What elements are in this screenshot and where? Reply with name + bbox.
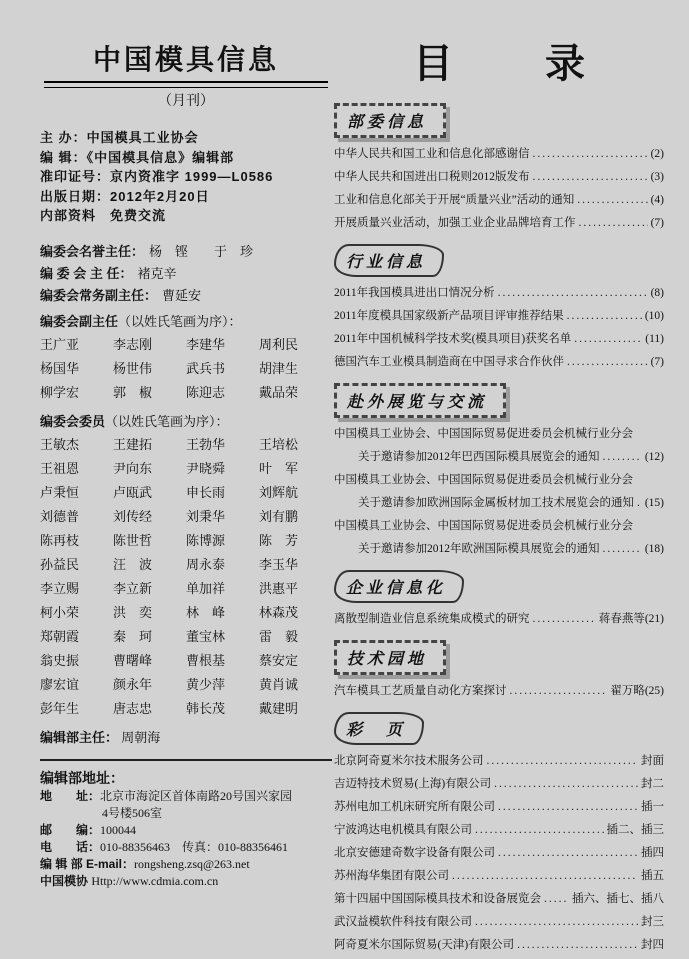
committee-member-name: 尹向东 <box>113 460 153 476</box>
masthead-info-line: 内部资料 免费交流 <box>40 208 167 223</box>
committee-member-name: 叶 军 <box>259 460 299 476</box>
toc-column <box>334 40 664 959</box>
committee-member-name: 韩长茂 <box>186 700 226 716</box>
toc-entry-title: 北京阿奇夏米尔技术服务公司 <box>334 755 484 767</box>
committee-member-name: 刘辉航 <box>259 484 299 500</box>
toc-entry <box>334 750 664 773</box>
dot-leader <box>498 842 638 865</box>
dot-leader <box>567 351 648 374</box>
toc-section <box>334 633 664 703</box>
committee-member-name: 秦 珂 <box>113 628 153 644</box>
toc-entry <box>334 189 664 212</box>
toc-entry-page: 插五 <box>641 870 664 882</box>
committee-member-name: 陈迎志 <box>186 384 226 400</box>
committee-member-name: 蔡安定 <box>259 652 299 668</box>
toc-entry-title: 宁波鸿达电机模具有限公司 <box>334 824 472 836</box>
toc-entry-page: 插四 <box>641 847 664 859</box>
contact-label: 电 话： <box>40 839 101 854</box>
dot-leader <box>603 446 642 469</box>
toc-entry <box>334 773 664 796</box>
toc-section-title: 赴外展览与交流 <box>347 394 488 411</box>
contact-line <box>40 822 332 839</box>
toc-entry-page: 封三 <box>641 916 664 928</box>
dot-leader <box>452 865 638 888</box>
toc-section <box>334 96 664 235</box>
committee-member-name: 王敏杰 <box>40 436 80 452</box>
toc-entry <box>334 796 664 819</box>
committee-member-name: 单加祥 <box>186 580 226 596</box>
committee-member-name: 武兵书 <box>186 360 226 376</box>
committee-member-name: 廖宏谊 <box>40 676 80 692</box>
committee-member-name: 林 峰 <box>186 604 226 620</box>
committee-member-name: 胡津生 <box>259 360 299 376</box>
contact-label: 中国模协 <box>40 873 92 888</box>
dot-leader <box>533 608 596 631</box>
toc-entry-title: 中国模具工业协会、中国国际贸易促进委员会机械行业分会 <box>334 428 633 440</box>
toc-entry-title: 工业和信息化部关于开展“质量兴业”活动的通知 <box>334 194 575 206</box>
committee-member-name: 卢秉恒 <box>40 484 80 500</box>
toc-section-title: 彩 页 <box>346 722 407 739</box>
toc-entry <box>334 328 664 351</box>
committee-row <box>40 263 332 285</box>
toc-entry <box>334 888 664 911</box>
toc-section-title: 行业信息 <box>346 254 427 271</box>
committee-member-name: 董宝林 <box>186 628 226 644</box>
toc-entry-page: (11) <box>645 333 664 345</box>
publication-info <box>40 128 332 226</box>
contact-line <box>40 788 332 805</box>
toc-section-header <box>334 383 506 418</box>
committee-member-name: 周永泰 <box>186 556 226 572</box>
committee-member-name: 戴建明 <box>259 700 299 716</box>
toc-entry <box>334 842 664 865</box>
committee-member-name: 黄肖诚 <box>259 676 299 692</box>
contact-value: 4号楼506室 <box>102 805 163 820</box>
toc-section <box>334 376 664 561</box>
toc-entry-page: (7) <box>650 217 664 229</box>
committee-member-name: 刘德普 <box>40 508 80 524</box>
committee-member-name: 李玉华 <box>259 556 299 572</box>
toc-entry-page: (7) <box>650 356 664 368</box>
toc-entry-page: (2) <box>650 148 664 160</box>
toc-entry <box>334 351 664 374</box>
committee-member-name: 李立新 <box>113 580 153 596</box>
toc-entry-title: 北京安德建奇数字设备有限公司 <box>334 847 495 859</box>
toc-section-header <box>334 244 444 277</box>
committee-member-name: 雷 毅 <box>259 628 299 644</box>
committee-rows <box>40 241 332 307</box>
member-names <box>40 433 332 721</box>
committee-member-name: 陈 芳 <box>259 532 299 548</box>
dot-leader <box>579 212 648 235</box>
toc-entry-page: 封四 <box>641 939 664 951</box>
committee-member-name: 郑朝霞 <box>40 628 80 644</box>
committee-member-name: 唐志忠 <box>113 700 153 716</box>
members-header <box>40 410 332 433</box>
dot-leader <box>498 282 648 305</box>
toc-entry-title: 离散型制造业信息系统集成模式的研究 <box>334 613 530 625</box>
committee-member-name: 汪 波 <box>113 556 153 572</box>
contact-line <box>40 873 332 890</box>
committee-member-name: 曹曙峰 <box>113 652 153 668</box>
toc-entry <box>334 492 664 515</box>
committee-member-name: 王勃华 <box>186 436 226 452</box>
contact-value: 010-88356463 传真：010-88356461 <box>100 839 289 854</box>
committee-member-name: 柯小荣 <box>40 604 80 620</box>
toc-entry-title: 苏州电加工机床研究所有限公司 <box>334 801 495 813</box>
committee-member-name: 卢瓯武 <box>113 484 153 500</box>
committee-member-name: 颜永年 <box>113 676 153 692</box>
journal-title: 中国模具信息 <box>92 44 279 75</box>
committee-member-name: 刘有鹏 <box>259 508 299 524</box>
toc-entry-title: 德国汽车工业模具制造商在中国寻求合作伙伴 <box>334 356 564 368</box>
committee-member-name: 洪 奕 <box>113 604 153 620</box>
committee-member-name: 彭年生 <box>40 700 80 716</box>
dot-leader <box>510 680 608 703</box>
toc-entry-title: 中华人民共和国工业和信息化部感谢信 <box>334 148 530 160</box>
committee-member-name: 林森茂 <box>259 604 299 620</box>
toc-section-header <box>334 570 464 603</box>
toc-entry-page: (10) <box>644 310 664 322</box>
toc-section-header <box>334 640 446 675</box>
toc-entry <box>334 911 664 934</box>
toc-entry <box>334 680 664 703</box>
committee-member-name: 李立赐 <box>40 580 80 596</box>
toc-section <box>334 563 664 631</box>
toc-entry-title: 苏州海华集团有限公司 <box>334 870 449 882</box>
toc-entry <box>334 469 664 492</box>
masthead-info-line: 主 办：中国模具工业协会 <box>40 130 199 145</box>
contact-header: 编辑部地址： <box>40 769 124 786</box>
toc-section <box>334 705 664 957</box>
contact-block <box>40 768 332 890</box>
dot-leader <box>475 911 638 934</box>
toc-entry-title: 阿奇夏米尔国际贸易(天津)有限公司 <box>334 939 515 951</box>
committee-role-names: 杨 铿 于 珍 <box>149 243 254 259</box>
toc-entry-page: 插六、插七、插八 <box>572 893 664 905</box>
committee-member-name: 王广亚 <box>40 336 80 352</box>
toc-entry-title: 中国模具工业协会、中国国际贸易促进委员会机械行业分会 <box>334 520 633 532</box>
committee-member-name: 刘秉华 <box>186 508 226 524</box>
toc-entry <box>334 282 664 305</box>
toc-entry-title: 中国模具工业协会、中国国际贸易促进委员会机械行业分会 <box>334 474 633 486</box>
committee-member-name: 柳学宏 <box>40 384 80 400</box>
committee-member-name: 曹根基 <box>186 652 226 668</box>
toc-entry <box>334 608 664 631</box>
masthead-info-line: 出版日期：2012年2月20日 <box>40 188 210 204</box>
toc-entry-list <box>334 282 664 374</box>
toc-entry <box>334 212 664 235</box>
contact-label: 邮 编： <box>40 822 101 837</box>
toc-entry-list <box>334 423 664 561</box>
dot-leader <box>574 328 642 351</box>
toc-title: 目 录 <box>413 41 611 86</box>
committee-member-name: 郭 椒 <box>113 384 153 400</box>
toc-entry-title: 关于邀请参加欧洲国际金属板材加工技术展览会的通知 <box>358 497 634 509</box>
toc-entry-list <box>334 750 664 957</box>
toc-entry-list <box>334 143 664 235</box>
toc-entry-title: 2011年中国机械科学技术奖(模具项目)获奖名单 <box>334 333 572 345</box>
committee-member-name: 戴品荣 <box>259 384 299 400</box>
toc-entry <box>334 819 664 842</box>
committee-row <box>40 241 332 263</box>
toc-entry-title: 汽车模具工艺质量自动化方案探讨 <box>334 685 507 697</box>
masthead-info-line: 编 辑：《中国模具信息》编辑部 <box>40 149 235 165</box>
toc-entry <box>334 305 664 328</box>
dot-leader <box>603 538 642 561</box>
dot-leader <box>517 934 638 957</box>
toc-entry-title: 武汉益模软件科技有限公司 <box>334 916 472 928</box>
toc-entry-title: 2011年我国模具进出口情况分析 <box>334 287 495 299</box>
dot-leader <box>494 773 638 796</box>
journal-subtitle: （月刊） <box>158 94 214 109</box>
committee-member-name: 王祖恩 <box>40 460 80 476</box>
toc-entry-title: 开展质量兴业活动，加强工业企业品牌培育工作 <box>334 217 576 229</box>
contact-value: 北京市海淀区首体南路20号国兴家园 <box>100 788 293 803</box>
toc-entry-page: (3) <box>650 171 664 183</box>
committee-member-name: 翁史振 <box>40 652 80 668</box>
toc-entry-title: 关于邀请参加2012年巴西国际模具展览会的通知 <box>358 451 600 463</box>
committee-member-name: 尹晓舜 <box>186 460 226 476</box>
contact-value: 100044 <box>100 822 137 837</box>
committee-member-name: 孙益民 <box>40 556 80 572</box>
toc-entry-page: 蒋春燕等(21) <box>598 613 664 625</box>
contact-line <box>40 839 332 856</box>
toc-entry <box>334 934 664 957</box>
deputy-director-header <box>40 310 332 333</box>
contact-line <box>40 805 332 822</box>
contact-line <box>40 856 332 873</box>
toc-entry-list <box>334 608 664 631</box>
committee-role-names: 曹延安 <box>162 287 202 303</box>
editorial-director-line <box>40 726 332 750</box>
dot-leader <box>533 166 648 189</box>
committee-member-name: 王建拓 <box>113 436 153 452</box>
committee-role-label: 编 委 会 主 任： <box>40 265 133 281</box>
contact-divider <box>40 759 332 761</box>
toc-entry <box>334 865 664 888</box>
dot-leader <box>544 888 569 911</box>
contact-label: 地 址： <box>40 788 101 803</box>
toc-entry-page: (8) <box>650 287 664 299</box>
committee-member-name: 陈再枝 <box>40 532 80 548</box>
toc-entry-page: 封二 <box>641 778 664 790</box>
committee-member-name: 陈世哲 <box>113 532 153 548</box>
toc-entry-page: 封面 <box>641 755 664 767</box>
toc-section-header <box>334 103 446 138</box>
contact-value: Http://www.cdmia.com.cn <box>91 873 219 888</box>
committee-member-name: 洪惠平 <box>259 580 299 596</box>
masthead-info-line: 准印证号：京内资准字 1999—L0586 <box>40 169 274 184</box>
toc-entry <box>334 143 664 166</box>
dot-leader <box>637 492 642 515</box>
committee-member-name: 杨国华 <box>40 360 80 376</box>
committee-member-name: 王培松 <box>259 436 299 452</box>
toc-entry <box>334 166 664 189</box>
toc-entry-title: 2011年度模具国家级新产品项目评审推荐结果 <box>334 310 564 322</box>
toc-entry-title: 吉迈特技术贸易(上海)有限公司 <box>334 778 492 790</box>
toc-entry-title: 中华人民共和国进出口税则2012版发布 <box>334 171 530 183</box>
committee-member-name: 周利民 <box>259 336 299 352</box>
toc-section-header <box>334 712 424 745</box>
toc-entry-page: 插一 <box>641 801 664 813</box>
toc-entry-title: 第十四届中国国际模具技术和设备展览会 <box>334 893 541 905</box>
toc-entry-title: 关于邀请参加2012年欧洲国际模具展览会的通知 <box>358 543 600 555</box>
toc-entry-page: 插二、插三 <box>606 824 664 836</box>
deputy-director-label: 编委会副主任 <box>40 313 119 329</box>
committee-member-name: 申长雨 <box>186 484 226 500</box>
editorial-director-name: 周朝海 <box>121 729 161 745</box>
toc-entry <box>334 538 664 561</box>
committee-member-name: 陈博源 <box>186 532 226 548</box>
toc-entry-page: 翟万略(25) <box>610 685 664 697</box>
toc-entry-list <box>334 680 664 703</box>
committee-block <box>40 241 332 750</box>
contact-lines <box>40 788 332 890</box>
toc-entry <box>334 515 664 538</box>
toc-sections <box>334 96 664 957</box>
committee-role-label: 编委会常务副主任： <box>40 287 158 303</box>
toc-section <box>334 237 664 374</box>
toc-entry-page: (4) <box>650 194 664 206</box>
members-label: 编委会委员 <box>40 413 106 429</box>
committee-member-name: 刘传经 <box>113 508 153 524</box>
committee-role-names: 褚克辛 <box>137 265 177 281</box>
toc-entry-page: (15) <box>644 497 664 509</box>
committee-member-name: 李建华 <box>186 336 226 352</box>
toc-entry <box>334 423 664 446</box>
dot-leader <box>487 750 639 773</box>
committee-row <box>40 285 332 307</box>
committee-member-name: 杨世伟 <box>113 360 153 376</box>
contact-value: rongsheng.zsq@263.net <box>134 856 250 871</box>
committee-member-name: 李志刚 <box>113 336 153 352</box>
toc-entry-page: (12) <box>644 451 664 463</box>
toc-section-title: 技术园地 <box>347 651 428 668</box>
dot-leader <box>533 143 648 166</box>
toc-entry <box>334 446 664 469</box>
committee-role-label: 编委会名誉主任： <box>40 243 145 259</box>
dot-leader <box>475 819 604 842</box>
masthead-column <box>40 44 332 890</box>
members-note: （以姓氏笔画为序）： <box>105 413 229 429</box>
dot-leader <box>498 796 638 819</box>
dot-leader <box>567 305 642 328</box>
title-double-rule <box>44 81 328 88</box>
contact-label: 编 辑 部 E-mail： <box>40 856 135 871</box>
toc-section-title: 部委信息 <box>347 114 428 131</box>
dot-leader <box>577 189 647 212</box>
committee-member-name: 黄少萍 <box>186 676 226 692</box>
deputy-director-names <box>40 333 332 405</box>
toc-entry-page: (18) <box>644 543 664 555</box>
editorial-director-label: 编辑部主任： <box>40 729 119 745</box>
toc-section-title: 企业信息化 <box>346 580 447 597</box>
deputy-director-note: （以姓氏笔画为序）： <box>118 313 242 329</box>
